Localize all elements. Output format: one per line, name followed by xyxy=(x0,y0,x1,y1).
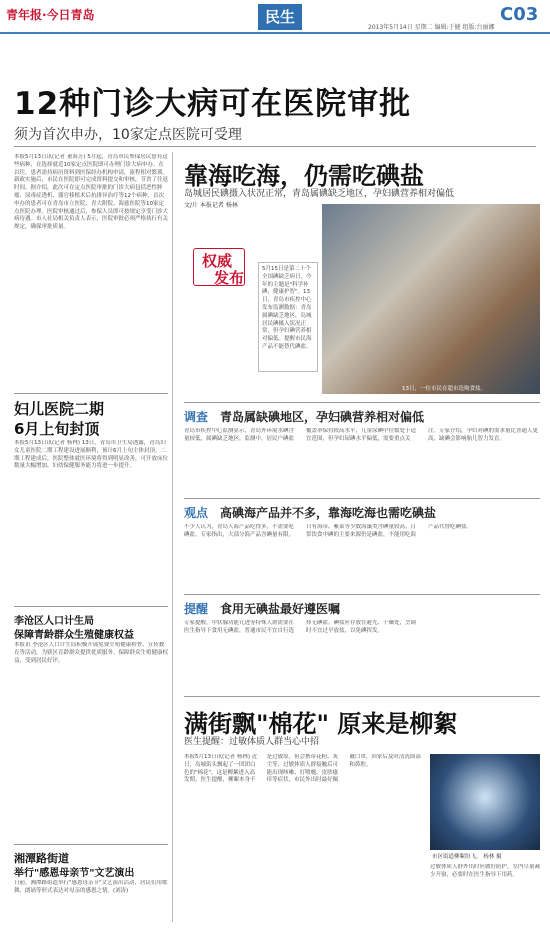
lead-subtitle: 须为首次申办，10家定点医院可受理 xyxy=(14,127,242,143)
brief1-title: 妇儿医院二期 xyxy=(14,400,105,418)
s2-label: 观点 xyxy=(184,506,209,520)
column-divider xyxy=(172,152,173,922)
s2-body: 不少人认为，青岛人海产品吃得多，不需要吃碘盐。专家指出，大部分海产品含碘量有限，只有海带、紫菜等少数海藻类含碘量较高。日常饮食中碘的主要来源仍是碘盐，不能用吃海产品代替吃碘盐。 xyxy=(184,524,473,538)
section-tab: 民生 xyxy=(258,4,302,30)
s3-body: 专家提醒，甲状腺功能亢进等特殊人群需要在医生指导下食用无碘盐，普通市民不宜自行选择无碘盐。碘盐应存放在避光、干燥处，烹调时不宜过早放盐，以免碘挥发。 xyxy=(184,620,417,634)
salt-intro: 5月15日是第二十个全国碘缺乏病日，今年的主题是"科学补碘，健康护智"。13日，青岛市疾控中心发布监测数据：青岛属碘缺乏地区，岛城居民碘摄入状况正常，但孕妇碘营养相对偏低。提醒市民海产品不能替代碘盐。 xyxy=(258,262,318,372)
cotton-tail: 过敏体质人群外出时应做好防护，室内尽量减少开窗，必要时在医生指导下用药。 xyxy=(430,864,540,878)
divider xyxy=(184,696,540,697)
badge-text-2: 发布 xyxy=(214,269,245,287)
cotton-subtitle: 医生提醒：过敏体质人群当心中招 xyxy=(184,737,320,747)
newspaper-logo: 青年报·今日青岛 xyxy=(6,8,95,22)
salt-photo-caption: 13日，一位市民在超市选购食盐。 xyxy=(402,386,486,392)
salt-headline: 靠海吃海，仍需吃碘盐 xyxy=(184,162,424,190)
divider xyxy=(184,402,540,403)
s1-body: 青岛市疾控中心监测显示，青岛外环境水碘含量较低，属碘缺乏地区。监测中，居民户碘盐覆盖率保持较高水平，儿童尿碘中位数处于适宜范围，但孕妇尿碘水平偏低，需要重点关注。专家介绍，孕妇对碘的需求量比普通人更高，缺碘会影响胎儿智力发育。 xyxy=(184,428,539,442)
s3-label: 提醒 xyxy=(184,602,209,616)
brief2-title: 李沧区人口计生局 xyxy=(14,616,94,627)
brief3-title2: 举行"感恩母亲节"文艺演出 xyxy=(14,868,135,879)
lead-headline: 12种门诊大病可在医院审批 xyxy=(14,86,412,122)
s1-label: 调查 xyxy=(184,410,209,424)
s2-title: 高碘海产品并不多，靠海吃海也需吃碘盐 xyxy=(220,506,437,520)
brief2-body: 本报讯 李沧区人口计生局积极开展免费生殖健康检查、宣传教育等活动，为辖区育龄群众提供优质服务，保障群众生殖健康权益，受到居民好评。 xyxy=(14,642,168,664)
dateline: 2013年5月14日 星期二 编辑:于健 组版:台丽娜 xyxy=(368,24,495,31)
brief1-body: 本报5月13日讯(记者 杨林) 13日，青岛市卫生局透露，青岛妇女儿童医院二期工程建设进展顺利，预计6月上旬主体封顶。二期工程建成后，医院整体就医环境将得到明显改善，可开放床位数量大幅增加，妇幼保健服务能力将进一步提升。 xyxy=(14,440,168,470)
page-number: C03 xyxy=(500,4,539,25)
divider xyxy=(14,146,536,147)
lead-body: 本报5月13日讯(记者 董海芳) 5月起，青岛市民参保居民患有这些病种，在选择就近10家定点医院即可办理门诊大病申办。在以往，患者需持病历资料到医保经办机构申请，流程相对繁琐。新政实施后，市民在医院即可完成资料提交和审核，节省了往返时间。据介绍，此次可在定点医院审批的门诊大病包括恶性肿瘤、尿毒症透析、器官移植术后抗排异治疗等12个病种，首次申办的患者可在青岛市立医院、青大附院、海慈医院等10家定点医院办理。医院审核通过后，参保人员即可按规定享受门诊大病待遇。市人社局相关负责人表示，医院审批必须严格执行有关规定，确保审批质量。 xyxy=(14,154,168,231)
cotton-headline: 满街飘"棉花" 原来是柳絮 xyxy=(184,710,458,738)
brief3-body: 日前，湘潭路街道举行"感恩母亲节"文艺演出活动，居民们用歌舞、朗诵等形式表达对母亲的感恩之情。(刘涛) xyxy=(14,880,168,894)
divider xyxy=(14,844,168,845)
divider xyxy=(14,606,168,607)
brief1-title2: 6月上旬封顶 xyxy=(14,420,100,438)
divider xyxy=(14,393,168,394)
cotton-photo-caption: 市区街道柳絮纷飞。 杨林 摄 xyxy=(432,854,502,860)
divider xyxy=(184,498,540,499)
supermarket-photo xyxy=(322,204,540,394)
cotton-body: 本报5月13日讯(记者 杨林) 近日，岛城街头飘起了一团团白色的"棉花"，这是柳絮进入高发期。医生提醒，柳絮本身不是过敏原，但会携带花粉、灰尘等，过敏体质人群接触后可能出现咳嗽、打喷嚏、皮肤瘙痒等症状。市民外出时最好佩戴口罩，回家后及时清洗面部和鼻腔。 xyxy=(184,754,421,784)
catkin-photo xyxy=(430,754,540,850)
brief2-title2: 保障青龄群众生殖健康权益 xyxy=(14,630,134,641)
s1-title: 青岛属缺碘地区，孕妇碘营养相对偏低 xyxy=(220,410,425,424)
badge-text-1: 权威 xyxy=(202,252,233,270)
salt-subtitle: 岛城居民碘摄入状况正常，青岛属碘缺乏地区，孕妇碘营养相对偏低 xyxy=(184,189,455,199)
brief3-title: 湘潭路街道 xyxy=(14,852,69,865)
salt-byline: 文/片 本报记者 杨林 xyxy=(184,202,238,209)
s3-title: 食用无碘盐最好遵医嘱 xyxy=(220,602,341,616)
divider xyxy=(184,594,540,595)
